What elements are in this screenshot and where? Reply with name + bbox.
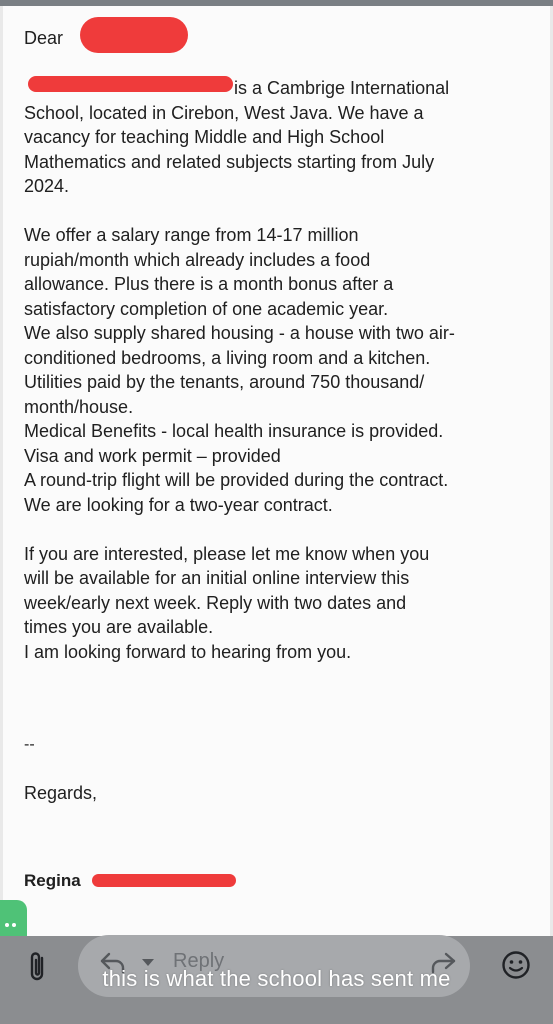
redaction-mark-school-name <box>28 76 233 92</box>
regards-text: Regards, <box>24 783 98 803</box>
greeting-text: Dear <box>24 28 64 48</box>
text-line: conditioned bedrooms, a living room and a kitchen. <box>24 347 431 368</box>
text-line: satisfactory completion of one academic year. <box>24 298 389 319</box>
email-greeting <box>24 28 63 49</box>
paragraph-intro <box>24 76 534 199</box>
text-line: A round-trip flight will be provided during the contract. <box>24 470 449 490</box>
text-line: allowance. Plus there is a month bonus after a <box>24 274 394 294</box>
signature-separator: -- <box>24 736 35 753</box>
chat-tab-dot <box>12 923 16 927</box>
paragraph-offer <box>24 223 534 517</box>
chat-tab-dot <box>5 923 9 927</box>
text-line: I am looking forward to hearing from you. <box>24 641 352 662</box>
text-line: We also supply shared housing - a house with two air- <box>24 323 455 343</box>
paragraph-closing <box>24 542 534 665</box>
text-line: If you are interested, please let me know when you <box>24 543 430 564</box>
text-line: Mathematics and related subjects starting from July <box>24 151 435 172</box>
text-line: vacancy for teaching Middle and High School <box>24 127 385 147</box>
text-line: 2024. <box>24 176 70 196</box>
text-line: will be available for an initial online interview this <box>24 568 410 588</box>
caption-overlay: this is what the school has sent me <box>102 966 451 991</box>
text-line: is a Cambrige International <box>234 78 450 98</box>
text-line: We offer a salary range from 14-17 million <box>24 225 359 245</box>
text-line: We are looking for a two-year contract. <box>24 494 333 515</box>
text-line: Visa and work permit – provided <box>24 445 281 466</box>
text-line: rupiah/month which already includes a food <box>24 249 371 270</box>
redaction-mark-recipient <box>80 17 188 53</box>
text-line: times you are available. <box>24 617 214 637</box>
text-line: Medical Benefits - local health insurance is provided. <box>24 421 444 441</box>
text-line: week/early next week. Reply with two dates and <box>24 592 407 613</box>
text-line: School, located in Cirebon, West Java. We have a <box>24 102 424 123</box>
redaction-mark-signature <box>92 874 236 887</box>
signature-name: Regina <box>24 871 81 890</box>
text-line: month/house. <box>24 396 134 417</box>
reply-label: Reply <box>173 950 225 972</box>
text-line: Utilities paid by the tenants, around 750 thousand/ <box>24 372 425 392</box>
email-body <box>24 76 534 689</box>
